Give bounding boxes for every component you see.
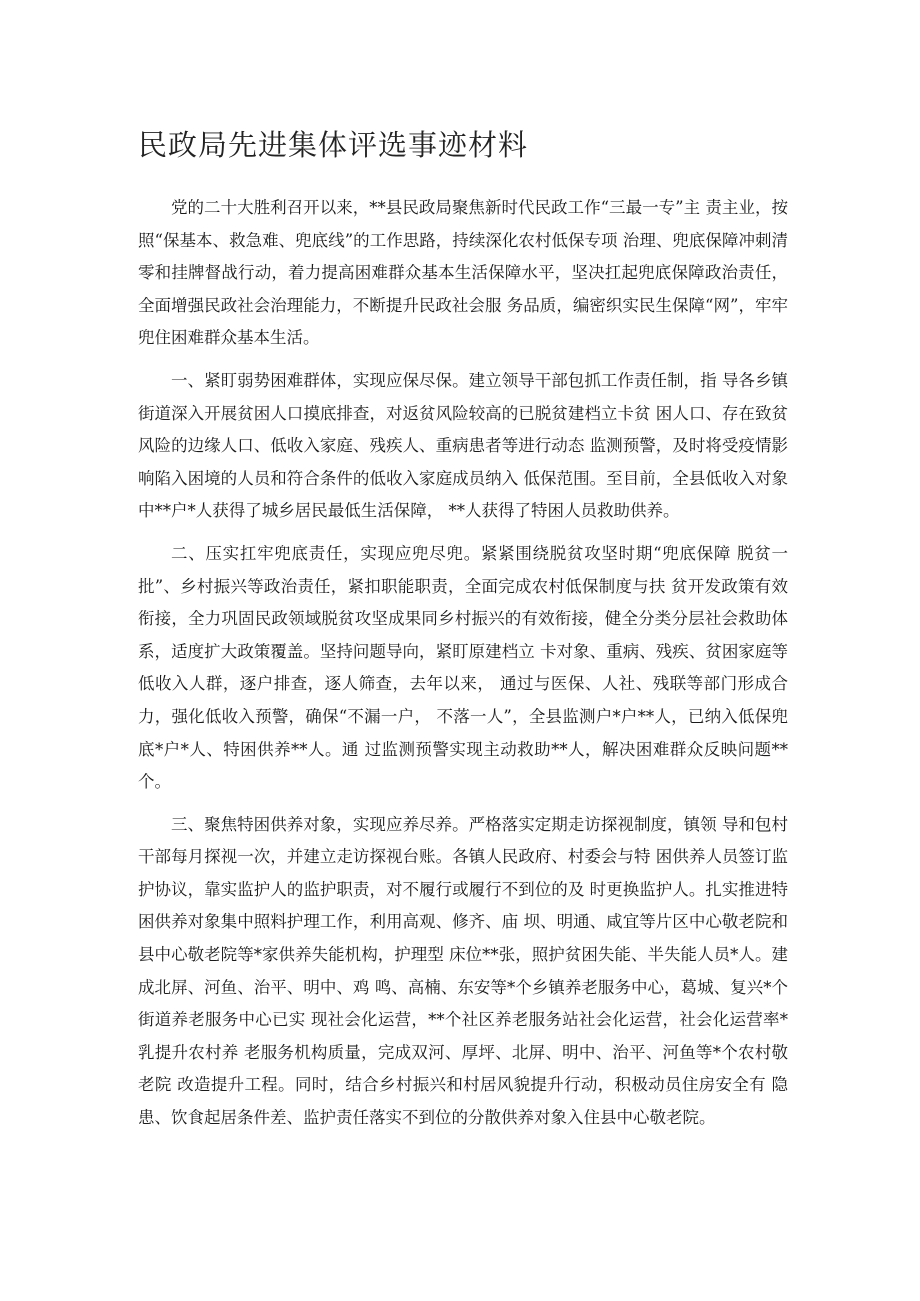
section-three-paragraph: 三、聚焦特困供养对象，实现应养尽养。严格落实定期走访探视制度，镇领 导和包村干部每月探视一次，并建立走访探视台账。各镇人民政府、村委会与特 困供养人员签订监护协议，靠实监护人的监护职责，对不履行或履行不到位的及 时更换监护人。扎实推进特困供养对象集中照料护理工作，利用高观、修齐、庙 坝、明通、咸宜等片区中心敬老院和县中心敬老院等*家供养失能机构，护理型 床位**张，照护贫困失能、半失能人员*人。建成北屏、河鱼、治平、明中、鸡 鸣、高楠、东安等*个乡镇养老服务中心，葛城、复兴*个街道养老服务中心已实 现社会化运营，**个社区养老服务站社会化运营，社会化运营率*乳提升农村养 老服务机构质量，完成双河、厚坪、北屏、明中、治平、河鱼等*个农村敬老院 改造提升工程。同时，结合乡村振兴和村居风貌提升行动，积极动员住房安全有 隐患、饮食起居条件差、监护责任落实不到位的分散供养对象入住县中心敬老院。 [138, 814, 788, 1128]
document-title: 民政局先进集体评选事迹材料 [138, 128, 529, 162]
section-one-paragraph: 一、紧盯弱势困难群体，实现应保尽保。建立领导干部包抓工作责任制，指 导各乡镇街道深入开展贫困人口摸底排查，对返贫风险较高的已脱贫建档立卡贫 困人口、存在致贫风险的边缘人口、低收入家庭、残疾人、重病患者等进行动态 监测预警，及时将受疫情影响陷入困境的人员和符合条件的低收入家庭成员纳入 低保范围。至目前，全县低收入对象中**户*人获得了城乡居民最低生活保障， **人获得了特困人员救助供养。 [138, 370, 788, 521]
document-page [138, 118, 788, 1145]
intro-paragraph: 党的二十大胜利召开以来，**县民政局聚焦新时代民政工作“三最一专”主 责主业，按照“保基本、救急难、兜底线”的工作思路，持续深化农村低保专项 治理、兜底保障冲刺清零和挂牌督战行动，着力提高困难群众基本生活保障水平，坚决扛起兜底保障政治责任，全面增强民政社会治理能力，不断提升民政社会服 务品质，编密织实民生保障“网”，牢牢兜住困难群众基本生活。 [138, 198, 788, 348]
section-two-paragraph: 二、压实扛牢兜底责任，实现应兜尽兜。紧紧围绕脱贫攻坚时期“兜底保障 脱贫一批”、乡村振兴等政治责任，紧扣职能职责，全面完成农村低保制度与扶 贫开发政策有效衔接，全力巩固民政领域脱贫攻坚成果同乡村振兴的有效衔接，健全分类分层社会救助体系，适度扩大政策覆盖。坚持问题导向，紧盯原建档立 卡对象、重病、残疾、贫困家庭等低收入人群，逐户排查，逐人筛查，去年以来， 通过与医保、人社、残联等部门形成合力，强化低收入预警，确保“不漏一户， 不落一人”，全县监测户*户**人，已纳入低保兜底*户*人、特困供养**人。通 过监测预警实现主动救助**人，解决困难群众反映问题**个。 [138, 543, 788, 792]
